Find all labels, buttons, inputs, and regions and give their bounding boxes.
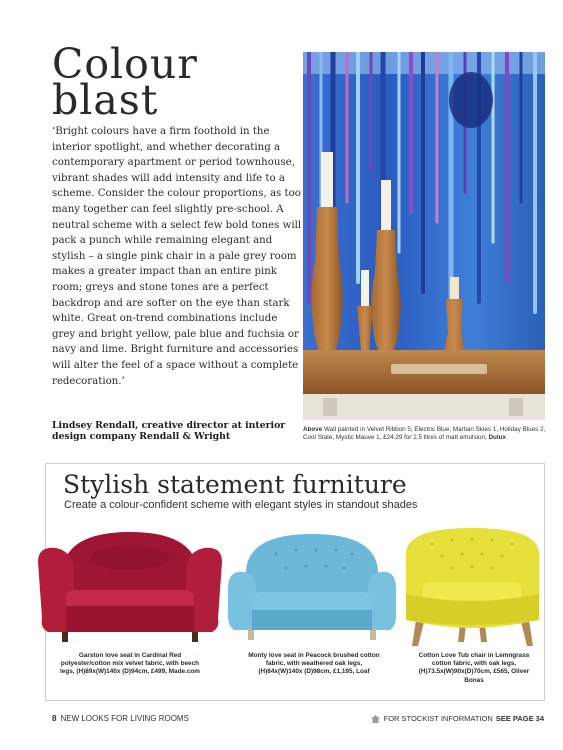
feature-photo <box>303 52 545 420</box>
yellow-tub-chair-image <box>400 524 545 648</box>
article-title <box>52 40 198 124</box>
red-love-seat-image <box>34 528 226 644</box>
furniture-title: Stylish statement furniture <box>63 470 407 499</box>
footer-left <box>52 714 189 723</box>
section-name: NEW LOOKS FOR LIVING ROOMS <box>60 714 189 723</box>
red-love-seat-caption: Garston love seat in Cardinal Red polyester/cotton mix velvet fabric, with beech legs, (H)89x(W)140x (D)94cm, £499, Made.com <box>60 652 200 676</box>
furniture-subtitle: Create a colour-confident scheme with elegant styles in standout shades <box>64 499 418 511</box>
stockist-text: FOR STOCKIST INFORMATION <box>383 714 493 723</box>
page-number: 8 <box>52 714 57 723</box>
photo-caption <box>303 426 548 442</box>
house-icon <box>371 715 380 723</box>
caption-text: Wall painted in Velvet Ribbon 5, Electric Blue, Martian Skies 1, Holiday Blues 2, Cool State, Mystic Mauve 1, £24.29 for 2.5 litres of matt emulsion, <box>303 426 546 441</box>
blue-love-seat-caption: Monty love seat in Peacock brushed cotton fabric, with weathered oak legs, (H)84x(W)140x (D)98cm, £1,195, Loaf <box>248 652 380 676</box>
article-quote: ‘Bright colours have a firm foothold in the interior spotlight, and whether decorating a contemporary apartment or period townhouse, vibrant shades will add intensity and life to a scheme. Consider the colour proportions, as too many together can feel slightly pre-school. A neutral scheme with a select few bold tones will pack a punch while remaining elegant and stylish – a single pink chair in a pale grey room makes a greater impact than an entire pink room; greys and stone tones are a perfect backdrop and are softer on the eye than stark white. Great on-trend combinations include grey and bright yellow, pale blue and fuchsia or navy and lime. Bright furniture and accessories will alter the feel of a space without a complete redecoration.’ <box>52 126 302 387</box>
caption-label: Above <box>303 426 323 433</box>
see-page-link[interactable]: SEE PAGE 34 <box>495 714 544 723</box>
footer-right <box>371 714 544 723</box>
caption-brand: Dulux <box>488 434 506 441</box>
blue-love-seat-image <box>226 530 398 642</box>
title-line-1: Colour <box>52 40 198 88</box>
title-line-2: blast <box>52 76 159 124</box>
yellow-tub-chair-caption: Cotton Love Tub chair in Lemngrass cotton fabric, with oak legs, (H)73.5x(W)90x(D)70cm, £565, Oliver Bonas <box>418 652 530 684</box>
quote-attribution: Lindsey Rendall, creative director at interior design company Rendall & Wright <box>52 420 286 442</box>
